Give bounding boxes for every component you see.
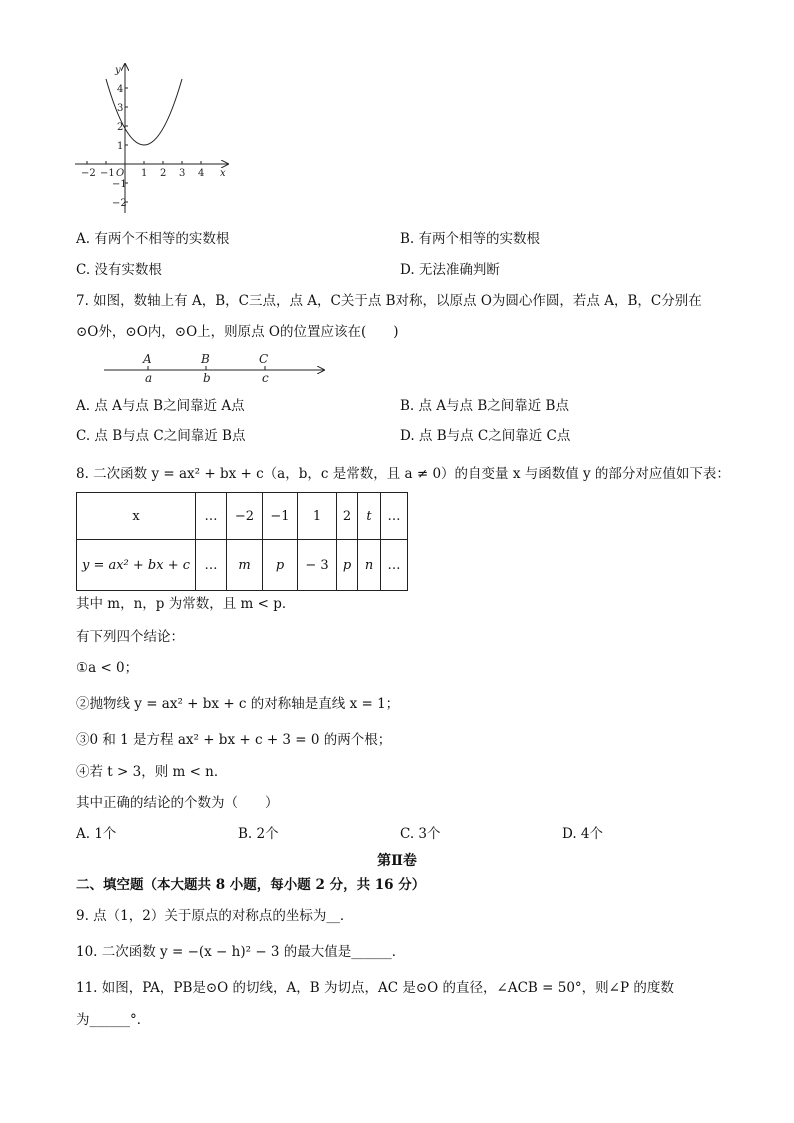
q6-option-d: D. 无法准确判断 (400, 262, 500, 278)
table-cell: … (196, 540, 227, 591)
y-tick-label: −2 (112, 198, 127, 209)
x-tick-label: −2 (81, 168, 96, 179)
q7-option-b: B. 点 A与点 B之间靠近 B点 (400, 398, 569, 414)
origin-label: O (116, 168, 125, 179)
q7-stem-line2: ⊙O外，⊙O内，⊙O上，则原点 O的位置应该在( ) (76, 324, 399, 340)
q6-option-c: C. 没有实数根 (76, 262, 162, 278)
table-cell: t (358, 493, 381, 540)
q8-conclusion-4: ④若 t > 3，则 m < n． (76, 764, 228, 780)
x-tick-label: 4 (198, 168, 205, 179)
q7-stem-line1: 7. 如图，数轴上有 A，B，C三点，点 A，C关于点 B对称，以原点 O为圆心作圆，若点 A，B，C分别在 (76, 293, 702, 309)
point-label-c: C (259, 352, 269, 366)
x-tick-label: 3 (179, 168, 186, 179)
q8-conclusion-2: ②抛物线 y = ax² + bx + c 的对称轴是直线 x = 1； (76, 696, 400, 712)
x-tick-label: 1 (141, 168, 148, 179)
q8-option-b: B. 2个 (238, 826, 279, 842)
table-cell: −2 (227, 493, 263, 540)
q8-question: 其中正确的结论的个数为（ ） (76, 795, 279, 811)
table-cell: n (358, 540, 381, 591)
q8-option-c: C. 3个 (400, 826, 441, 842)
table-cell: −1 (263, 493, 298, 540)
table-row (77, 493, 408, 540)
section-heading: 二、填空题（本大题共 8 小题，每小题 2 分，共 16 分） (76, 877, 426, 893)
q8-stem: 8. 二次函数 y = ax² + bx + c（a，b，c 是常数，且 a ≠ 0）的自变量 x 与函数值 y 的部分对应值如下表： (76, 466, 730, 482)
point-label-b: B (201, 352, 210, 366)
table-cell: … (381, 493, 408, 540)
table-cell: … (196, 493, 227, 540)
q8-conclusion-3: ③0 和 1 是方程 ax² + bx + c + 3 = 0 的两个根； (76, 732, 392, 748)
value-label-c: c (262, 371, 269, 385)
value-label-a: a (145, 371, 153, 385)
table-cell: p (263, 540, 298, 591)
y-tick-label: −1 (112, 179, 127, 190)
q7-option-d: D. 点 B与点 C之间靠近 C点 (400, 428, 571, 444)
q7-option-c: C. 点 B与点 C之间靠近 B点 (76, 428, 246, 444)
table-cell: y = ax² + bx + c (77, 540, 196, 591)
q11-line1: 11. 如图，PA，PB是⊙O 的切线，A，B 为切点，AC 是⊙O 的直径，∠ACB = 50°，则∠P 的度数 (76, 980, 674, 996)
q8-conclusion-1: ①a < 0； (76, 660, 139, 676)
q8-note: 其中 m，n，p 为常数，且 m < p． (76, 596, 296, 612)
y-tick-label: 1 (117, 141, 124, 152)
q11-line2: 为______°． (76, 1012, 151, 1028)
y-tick-label: 3 (117, 103, 124, 114)
y-axis-label: y (115, 65, 121, 76)
table-cell: p (337, 540, 358, 591)
value-table (76, 492, 408, 591)
y-tick-label: 4 (117, 84, 124, 95)
table-cell: 2 (337, 493, 358, 540)
table-cell: m (227, 540, 263, 591)
table-row (77, 540, 408, 591)
q8-intro: 有下列四个结论： (76, 629, 184, 645)
q6-option-b: B. 有两个相等的实数根 (400, 231, 541, 247)
q9-text: 9. 点（1，2）关于原点的对称点的坐标为__． (76, 908, 354, 924)
q8-option-a: A. 1个 (76, 826, 117, 842)
table-cell: − 3 (298, 540, 337, 591)
section-title: 第Ⅱ卷 (377, 853, 417, 869)
table-cell: … (381, 540, 408, 591)
x-axis-label: x (220, 168, 226, 179)
y-tick-label: 2 (117, 122, 124, 133)
value-label-b: b (203, 371, 211, 385)
table-cell: x (77, 493, 196, 540)
parabola-graph (70, 58, 240, 218)
table-cell: 1 (298, 493, 337, 540)
x-tick-label: 2 (160, 168, 167, 179)
point-label-a: A (143, 352, 152, 366)
x-tick-label: −1 (100, 168, 115, 179)
number-line (100, 350, 330, 390)
q7-option-a: A. 点 A与点 B之间靠近 A点 (76, 398, 245, 414)
q6-option-a: A. 有两个不相等的实数根 (76, 231, 230, 247)
q8-option-d: D. 4个 (562, 826, 604, 842)
q10-text: 10. 二次函数 y = −(x − h)² − 3 的最大值是______． (76, 944, 406, 960)
